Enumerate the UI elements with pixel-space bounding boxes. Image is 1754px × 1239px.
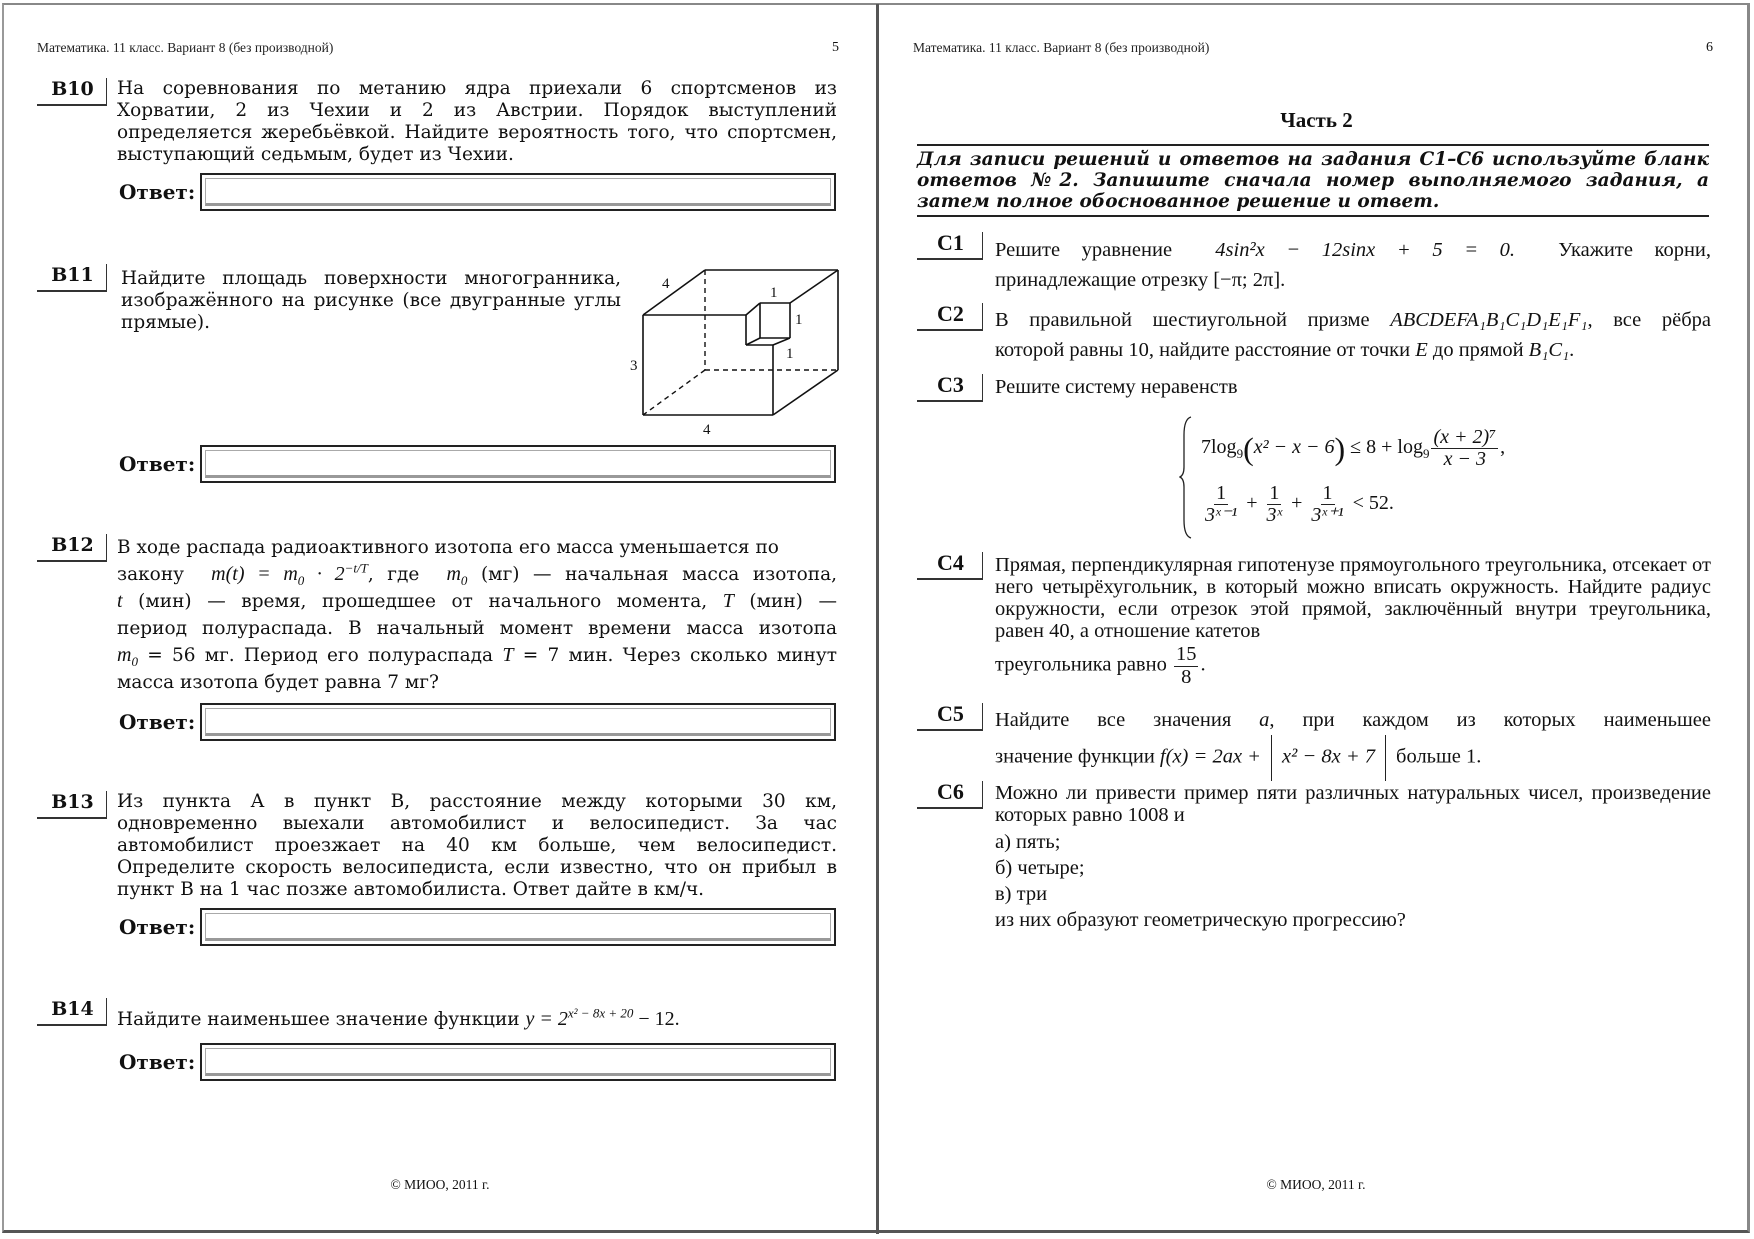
b12-line-6: масса изотопа будет равна 7 мг? [117,672,439,693]
task-text-b10 [117,78,837,166]
c4-paragraph: Прямая, перпендикулярная гипотенузе прямоугольного треугольника, отсекает от него четырёхугольник, в который можно вписать окружность. Найдите радиус окружности, если отрезок этой прямой, заключённый внутри треугольника, равен 40, а отношение катетов [995,554,1711,642]
answer-label-b11: Ответ: [119,452,196,476]
task-label-c2: C2 [917,303,983,331]
task-label-b13: B13 [37,791,107,819]
task-text-c4 [995,554,1711,688]
c5-line-2: значение функции f(x) = 2ax + x² − 8x + 7 больше 1. [995,735,1711,781]
c6-paragraph: Можно ли привести пример пяти различных натуральных чисел, произведение которых равно 1008 и [995,782,1711,826]
task-text-c1 [995,235,1711,295]
answer-box-b10[interactable] [200,173,836,211]
c1-line-2: принадлежащие отрезку [−π; 2π]. [995,269,1286,291]
task-text-c3: Решите систему неравенств [995,376,1238,398]
task-b11-paragraph: Найдите площадь поверхности многогранника, изображённого на рисунке (все двугранные углы прямые). [121,268,621,333]
page-number: 6 [1706,40,1713,55]
task-label-c5: C5 [917,703,983,731]
page-number: 5 [832,40,839,55]
inequality-1: $7\log_9(x^2 - x - 6) \le 8 + \log_9$ $\frac{\text{(x + 2)⁷}}{x - 3}$ , [1201,426,1506,470]
page-footer: © МИОО, 2011 г. [390,1177,490,1192]
c1-line-1: Решите уравнение 4sin²x − 12sinx + 5 = 0. Укажите корни, [995,239,1712,261]
b12-line-4: период полураспада. В начальный момент времени масса изотопа [117,618,837,639]
fig-label-depth: 4 [662,276,670,292]
c4-last-line: треугольника равно $\frac{15}{8}$ . [995,643,1206,688]
b12-line-2: закону $m(t) = m_0 \cdot 2^{-t/T}$, где $m_0$ (мг) — начальная масса изотопа, [117,560,838,588]
b12-line-3: t (мин) — время, прошедшее от начального момента, T (мин) — [117,590,837,612]
fig-label-width: 4 [703,422,711,437]
page-header: Математика. 11 класс. Вариант 8 (без производной) [913,40,1210,55]
b12-line-1: В ходе распада радиоактивного изотопа его масса уменьшается по [117,537,779,558]
page-header: Математика. 11 класс. Вариант 8 (без производной) [37,40,334,55]
task-label-c3: C3 [917,374,983,402]
task-b13-paragraph: Из пункта А в пункт В, расстояние между которыми 30 км, одновременно выехали автомобилист и велосипедист. За час автомобилист проезжает на 40 км больше, чем велосипедист. Определите скорость велосипедиста, если известно, что он прибыл в пункт В на 1 час позже автомобилиста. Ответ дайте в км/ч. [117,791,837,900]
task-text-b11 [121,268,621,334]
task-b10-paragraph: На соревнования по метанию ядра приехали 6 спортсменов из Хорватии, 2 из Чехии и 2 из Австрии. Порядок выступлений определяется жеребьёвкой. Найдите вероятность того, что спортсмен, выступающий седьмым, будет из Чехии. [117,78,837,165]
task-label-b10: B10 [37,78,107,106]
answer-label-b12: Ответ: [119,710,196,734]
page-footer: © МИОО, 2011 г. [1266,1177,1366,1192]
fig-label-height: 3 [630,358,638,374]
answer-box-b14[interactable] [200,1043,836,1081]
task-text-b12 [117,534,837,696]
task-label-c1: C1 [917,232,983,260]
task-label-b14: B14 [37,998,107,1026]
instruction-block: Для записи решений и ответов на задания С1–С6 используйте бланк ответов №2. Запишите сначала номер выполняемого задания, а затем полное обоснованное решение и ответ. [917,144,1709,217]
inequality-2: $\frac{1}{\text{3ˣ⁻¹}}$ + $\frac{1}{\text{3ˣ}}$ + $\frac{1}{\text{3ˣ⁺¹}}$ < 52. [1205,482,1394,526]
c6-option-b: б) четыре; [995,857,1085,879]
fig-label-cut-depth: 1 [786,346,794,362]
task-label-b11: B11 [37,264,107,292]
polyhedron-figure [630,262,845,437]
answer-label-b14: Ответ: [119,1050,196,1074]
answer-label-b13: Ответ: [119,915,196,939]
b12-line-5: $m_0 = 56$ мг. Период его полураспада T = 7 мин. Через сколько минут [117,644,838,669]
answer-box-b12[interactable] [200,703,836,741]
task-text-c5 [995,705,1711,781]
c6-option-a: а) пять; [995,831,1061,853]
part-title: Часть 2 [1280,108,1353,132]
c6-tail: из них образуют геометрическую прогрессию? [995,909,1406,931]
fig-label-cut-top: 1 [770,285,778,301]
b14-formula: $y = 2^{x^2 - 8x + 20} - 12$. [525,1005,680,1030]
decay-formula: $m(t) = m_0 \cdot 2^{-t/T}$ [211,560,368,588]
task-text-c6 [995,782,1711,931]
task-label-c6: C6 [917,781,983,809]
c5-line-1: Найдите все значения a, при каждом из которых наименьшее [995,709,1711,731]
answer-label-b10: Ответ: [119,180,196,204]
c2-line-1: В правильной шестиугольной призме ABCDEFA₁B₁C₁D₁E₁F₁, все рёбра [995,309,1711,331]
fig-label-cut-side: 1 [795,312,803,328]
c1-equation: 4sin²x − 12sinx + 5 = 0. [1215,239,1516,261]
task-text-b14: Найдите наименьшее значение функции $y = 2^{x^2 - 8x + 20} - 12$. [117,1005,680,1030]
task-label-b12: B12 [37,534,107,562]
c6-option-c: в) три [995,883,1048,905]
answer-box-b11[interactable] [200,445,836,483]
page-6 [879,0,1754,1239]
task-text-c2 [995,305,1711,365]
answer-box-b13[interactable] [200,908,836,946]
task-label-c4: C4 [917,552,983,580]
task-text-b13 [117,791,837,901]
brace-icon [1179,415,1193,540]
c2-line-2: которой равны 10, найдите расстояние от точки E до прямой B₁C₁. [995,339,1575,361]
